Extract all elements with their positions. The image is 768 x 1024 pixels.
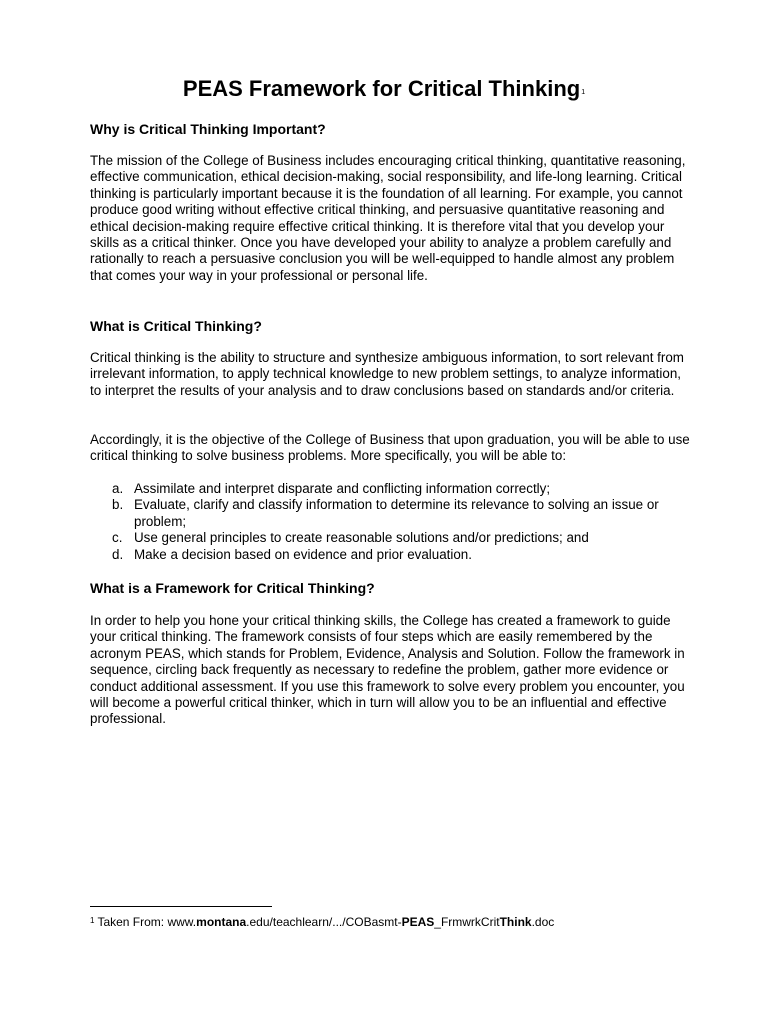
section-heading-framework: What is a Framework for Critical Thinking? xyxy=(90,580,375,596)
list-marker: a. xyxy=(112,481,124,496)
list-marker: b. xyxy=(112,497,124,513)
page-title xyxy=(0,76,768,102)
list-item xyxy=(90,497,690,530)
footnote-bold-peas: PEAS xyxy=(401,915,435,929)
footnote-path-2: _FrmwrkCrit xyxy=(434,915,500,929)
section-heading-importance: Why is Critical Thinking Important? xyxy=(90,121,326,137)
list-item-text: Make a decision based on evidence and prior evaluation. xyxy=(134,546,472,562)
paragraph-objective: Accordingly, it is the objective of the College of Business that upon graduation, you will be able to use critical thinking to solve business problems. More specifically, you will be able to: xyxy=(90,432,690,464)
footnote-prefix: Taken From: www. xyxy=(97,915,197,929)
footnote-suffix: .doc xyxy=(531,915,555,929)
footnote-reference: 1 xyxy=(581,89,586,96)
footnote-marker: 1 xyxy=(90,916,95,925)
paragraph-framework: In order to help you hone your critical thinking skills, the College has created a framework to guide your critical thinking. The framework consists of four steps which are easily remembered by the acronym PEAS, which stands for Problem, Evidence, Analysis and Solution. Follow the framework in sequence, circling back frequently as necessary to redefine the problem, gather more evidence or conduct additional assessment. If you use this framework to solve every problem you encounter, you will become a powerful critical thinker, which in turn will allow you to be an influential and effective professional. xyxy=(90,613,685,727)
list-item-text: Use general principles to create reasonable solutions and/or predictions; and xyxy=(134,530,589,546)
section-heading-definition: What is Critical Thinking? xyxy=(90,318,262,334)
paragraph-importance: The mission of the College of Business includes encouraging critical thinking, quantitative reasoning, effective communication, ethical decision-making, social responsibility, and life-long learning. Critical thinking is particularly important because it is the foundation of all learning. For example, you cannot produce good writing without effective critical thinking, and persuasive quantitative reasoning and ethical decision-making require effective critical thinking. It is therefore vital that you develop your skills as a critical thinker. Once you have developed your ability to analyze a problem carefully and rationally to reach a persuasive conclusion you will be well-equipped to handle almost any problem that comes your way in your professional or personal life. xyxy=(90,153,686,283)
page-title-text: PEAS Framework for Critical Thinking xyxy=(182,76,581,101)
footnote-bold-domain: montana xyxy=(196,915,247,929)
list-marker: d. xyxy=(112,546,124,562)
list-item xyxy=(90,481,690,497)
list-item-text: Assimilate and interpret disparate and conflicting information correctly; xyxy=(134,481,551,496)
footnote-path: .edu/teachlearn/.../COBasmt- xyxy=(246,915,402,929)
list-item-text: Evaluate, clarify and classify information to determine its relevance to solving an issue or problem; xyxy=(134,497,659,529)
list-item xyxy=(90,547,690,563)
objectives-list xyxy=(90,481,690,563)
paragraph-definition: Critical thinking is the ability to structure and synthesize ambiguous information, to sort relevant from irrelevant information, to apply technical knowledge to new problem settings, to analyze information, to interpret the results of your analysis and to draw conclusions based on standards and/or criteria. xyxy=(90,350,684,398)
footnote-divider xyxy=(90,906,272,907)
list-marker: c. xyxy=(112,530,123,546)
footnote-bold-think: Think xyxy=(499,915,532,929)
list-item xyxy=(90,530,690,546)
footnote xyxy=(90,915,554,930)
